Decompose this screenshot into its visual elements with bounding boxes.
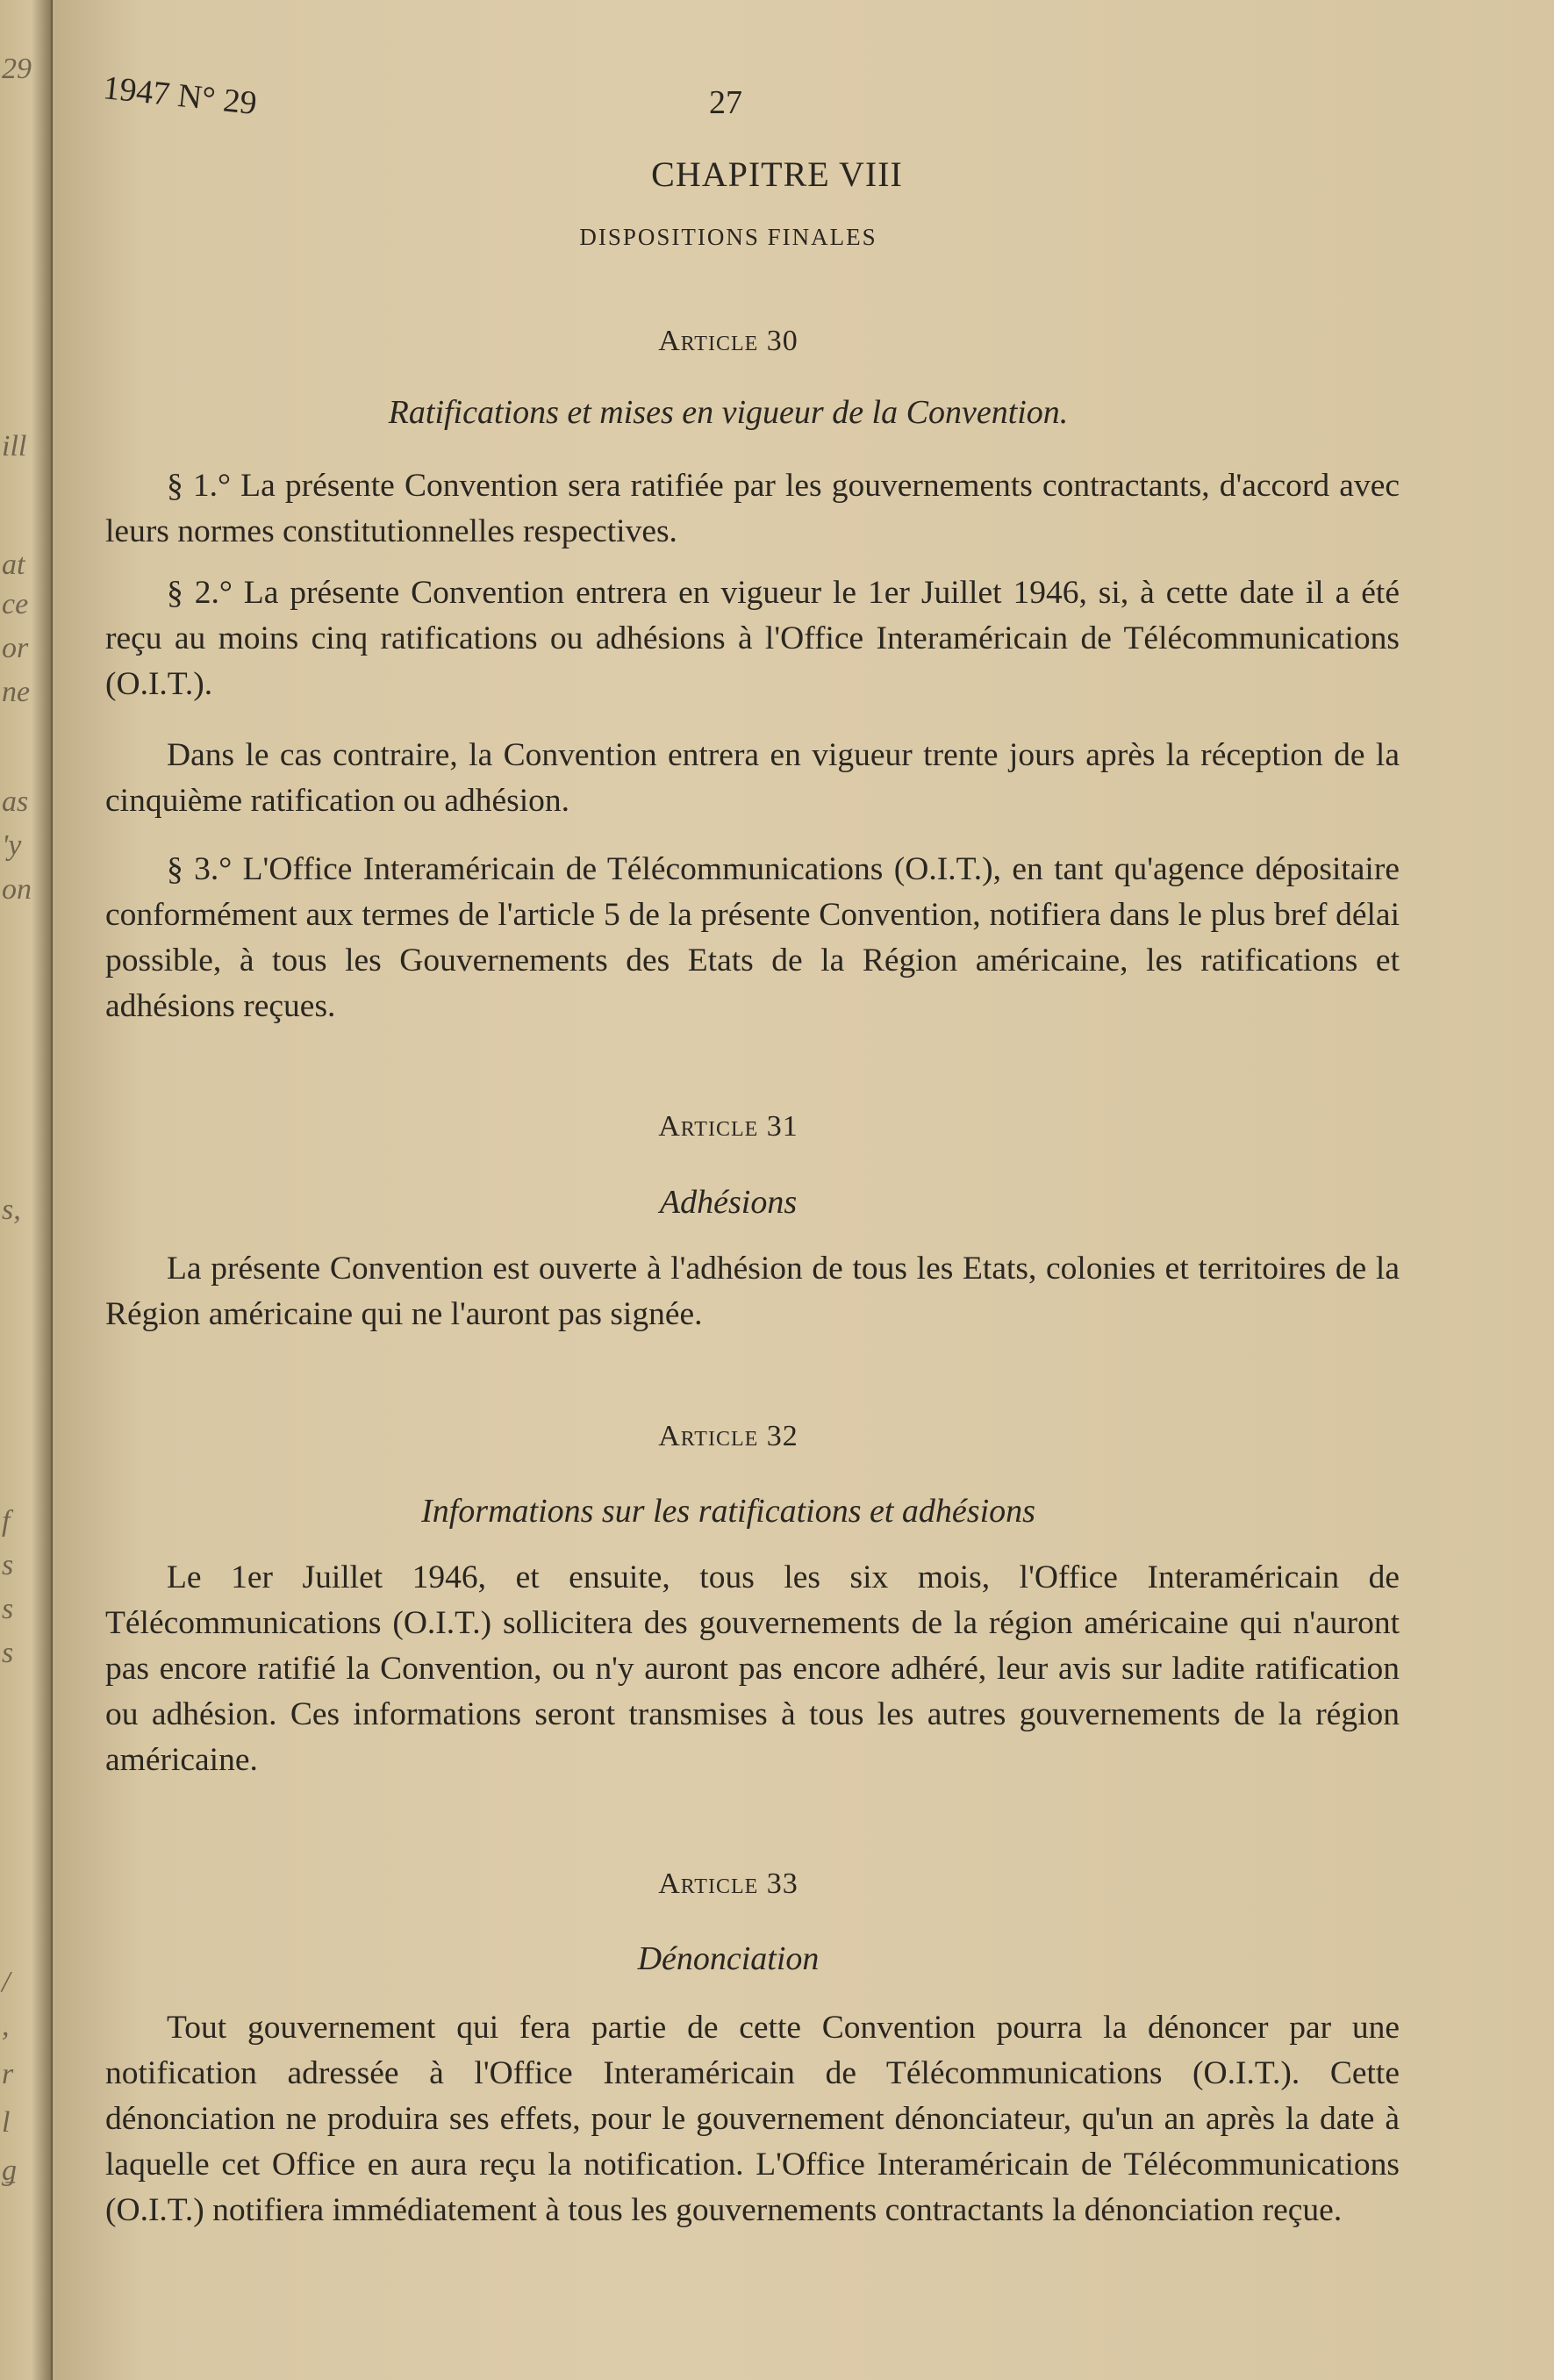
- gutter-mark: /: [2, 1966, 11, 1998]
- article-30-paragraph-1: § 1.° La présente Convention sera ratifiée par les gouvernements contractants, d'accord avec leurs normes constitutionnelles respectives.: [105, 468, 1400, 549]
- gutter-mark: ne: [2, 676, 31, 708]
- article-31-paragraph-1: La présente Convention est ouverte à l'adhésion de tous les Etats, colonies et territoires de la Région américaine qui ne l'auront pas signée.: [105, 1251, 1400, 1332]
- article-31-subtitle: Adhésions: [659, 1184, 798, 1221]
- gutter-mark: s: [2, 1549, 14, 1581]
- article-31-heading: Article 31: [658, 1110, 798, 1143]
- article-32-subtitle: Informations sur les ratifications et adhésions: [421, 1493, 1035, 1530]
- article-32-heading: Article 32: [658, 1420, 798, 1452]
- gutter-mark: ce: [2, 588, 29, 620]
- article-30-subtitle: Ratifications et mises en vigueur de la Convention.: [388, 394, 1069, 431]
- gutter-mark: r: [2, 2058, 14, 2090]
- article-30-paragraph-2: § 2.° La présente Convention entrera en vigueur le 1er Juillet 1946, si, à cette date il a été reçu au moins cinq ratifications ou adhésions à l'Office Interaméricain de Télécommunications (O.I.T.).: [105, 575, 1400, 702]
- running-head: 1947 N° 29: [101, 68, 259, 123]
- gutter-mark: ,: [2, 2010, 10, 2042]
- article-30-paragraph-4: § 3.° L'Office Interaméricain de Télécommunications (O.I.T.), en tant qu'agence dépositaire conformément aux termes de l'article 5 de la présente Convention, notifiera dans le plus bref délai possible, à tous les Gouvernements des Etats de la Région américaine, les ratifications et adhésions reçues.: [105, 851, 1400, 1024]
- gutter-mark: on: [2, 873, 32, 906]
- gutter-mark: ǥ: [2, 2154, 17, 2187]
- article-30-paragraph-3: Dans le cas contraire, la Convention entrera en vigueur trente jours après la réception de la cinquième ratification ou adhésion.: [105, 737, 1400, 819]
- article-30-heading: Article 30: [658, 325, 798, 357]
- page-number: 27: [709, 84, 742, 121]
- gutter-mark: at: [2, 548, 25, 581]
- gutter-mark: f: [2, 1505, 11, 1538]
- gutter-mark: l: [2, 2106, 11, 2139]
- gutter-mark: as: [2, 785, 29, 818]
- gutter-mark: or: [2, 632, 29, 664]
- article-33-subtitle: Dénonciation: [637, 1940, 820, 1977]
- gutter-mark: s: [2, 1593, 14, 1625]
- article-32-paragraph-1: Le 1er Juillet 1946, et ensuite, tous les six mois, l'Office Interaméricain de Télécommunications (O.I.T.) sollicitera des gouvernements de la région américaine qui n'auront pas encore ratifié la Convention, ou n'y auront pas encore adhéré, leur avis sur ladite ratification ou adhésion. Ces informations seront transmises à tous les autres gouvernements de la région américaine.: [105, 1559, 1400, 1778]
- section-title: DISPOSITIONS FINALES: [579, 224, 877, 250]
- article-33-paragraph-1: Tout gouvernement qui fera partie de cette Convention pourra la dénoncer par une notification adressée à l'Office Interaméricain de Télécommunications (O.I.T.). Cette dénonciation ne produira ses effets, pour le gouvernement dénonciateur, qu'un an après la date à laquelle cet Office en aura reçu la notification. L'Office Interaméricain de Télécommunications (O.I.T.) notifiera immédiatement à tous les gouvernements contractants la dénonciation reçue.: [105, 2010, 1400, 2228]
- chapter-title: CHAPITRE VIII: [651, 154, 903, 194]
- gutter-mark: s: [2, 1637, 14, 1669]
- gutter-mark: ill: [2, 430, 27, 462]
- article-33-heading: Article 33: [658, 1867, 798, 1900]
- gutter-mark: 29: [2, 53, 32, 85]
- gutter-mark: 'y: [2, 829, 22, 862]
- gutter-mark: s,: [2, 1194, 21, 1226]
